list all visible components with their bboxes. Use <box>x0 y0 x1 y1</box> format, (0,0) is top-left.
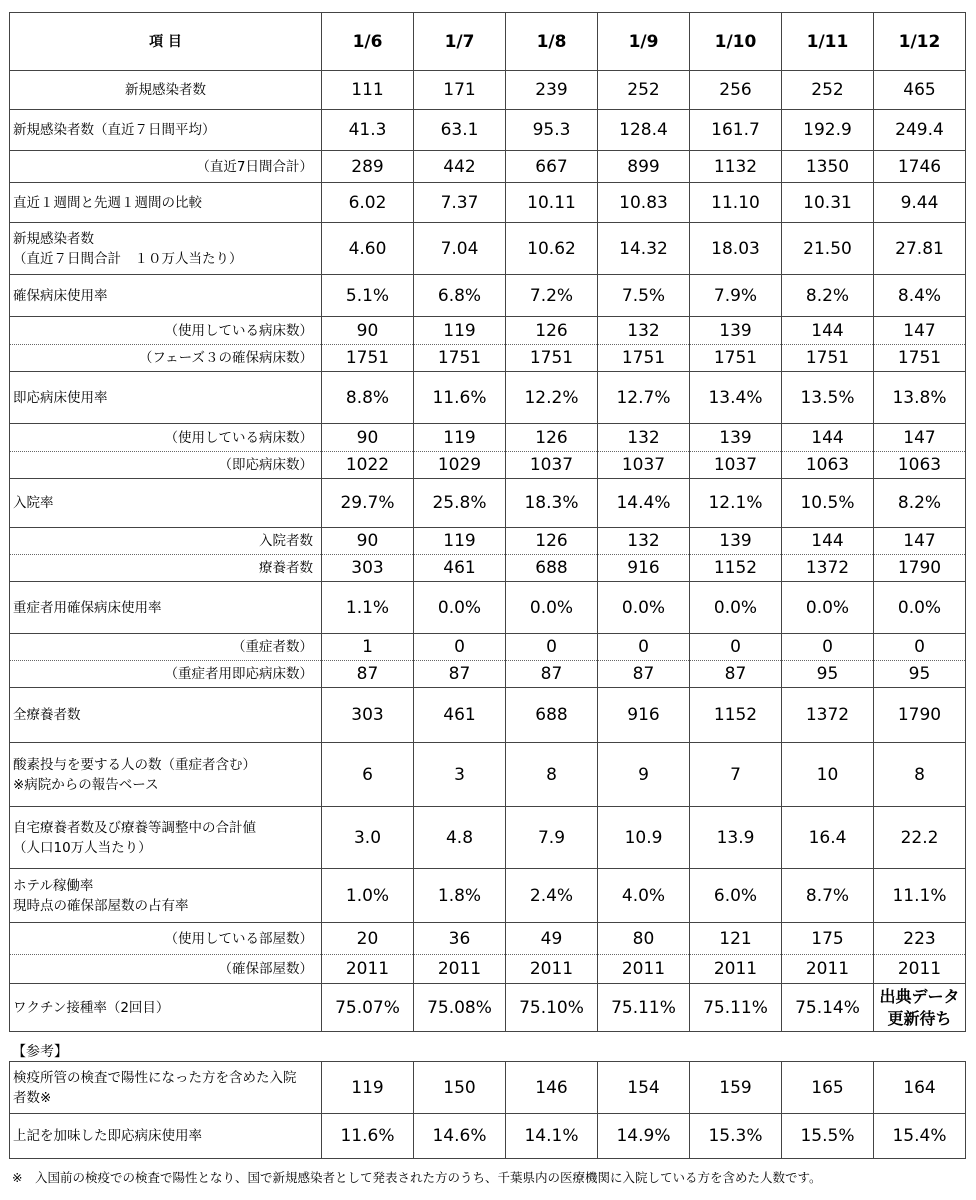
row-label <box>10 661 322 688</box>
cell-value: 4.60 <box>322 223 414 275</box>
cell-value: 154 <box>598 1062 690 1114</box>
cell-value: 1751 <box>322 345 414 372</box>
cell-value: 11.10 <box>690 183 782 223</box>
cell-value: 139 <box>690 317 782 345</box>
row-label-line: 入院率 <box>13 495 54 511</box>
cell-value: 14.6% <box>414 1114 506 1159</box>
row-label <box>10 743 322 807</box>
cell-value: 132 <box>598 528 690 555</box>
cell-value: 1037 <box>598 452 690 479</box>
table-row <box>10 634 966 661</box>
row-label-line: （確保部屋数） <box>218 961 313 977</box>
cell-value: 126 <box>506 528 598 555</box>
cell-value: 75.10% <box>506 984 598 1032</box>
row-label-line: 即応病床使用率 <box>13 389 108 406</box>
cell-value: 6.02 <box>322 183 414 223</box>
cell-value: 2.4% <box>506 869 598 923</box>
cell-value: 1.1% <box>322 582 414 634</box>
cell-value: 132 <box>598 424 690 452</box>
cell-value: 95 <box>874 661 966 688</box>
cell-value: 75.08% <box>414 984 506 1032</box>
cell-value: 12.1% <box>690 479 782 528</box>
cell-value: 1.0% <box>322 869 414 923</box>
cell-value: 10.11 <box>506 183 598 223</box>
cell-value: 13.8% <box>874 372 966 424</box>
cell-value: 1152 <box>690 688 782 743</box>
cell-value: 442 <box>414 151 506 183</box>
header-item: 項 目 <box>10 13 322 71</box>
cell-value: 22.2 <box>874 807 966 869</box>
row-label <box>10 345 322 372</box>
cell-value: 1063 <box>782 452 874 479</box>
row-label <box>10 183 322 223</box>
cell-value: 1751 <box>782 345 874 372</box>
cell-value: 9.44 <box>874 183 966 223</box>
cell-value: 1063 <box>874 452 966 479</box>
cell-value: 1372 <box>782 555 874 582</box>
cell-value: 303 <box>322 688 414 743</box>
table-row <box>10 275 966 317</box>
cell-value: 75.07% <box>322 984 414 1032</box>
row-label-line: 確保病床使用率 <box>13 287 108 304</box>
header-date: 1/9 <box>598 13 690 71</box>
cell-value: 1350 <box>782 151 874 183</box>
cell-value: 7.37 <box>414 183 506 223</box>
cell-value: 150 <box>414 1062 506 1114</box>
row-label <box>10 955 322 984</box>
row-label <box>10 317 322 345</box>
cell-value: 0 <box>874 634 966 661</box>
cell-value: 80 <box>598 923 690 955</box>
cell-value: 27.81 <box>874 223 966 275</box>
table-row <box>10 452 966 479</box>
cell-value: 147 <box>874 528 966 555</box>
row-label-line: （即応病床数） <box>218 457 313 473</box>
cell-value: 1037 <box>506 452 598 479</box>
cell-value: 13.5% <box>782 372 874 424</box>
cell-value: 87 <box>598 661 690 688</box>
table-row <box>10 424 966 452</box>
cell-value: 10.83 <box>598 183 690 223</box>
table-row <box>10 923 966 955</box>
cell-value-pending <box>874 984 966 1032</box>
row-label-line: （直近７日間合計 １０万人当たり） <box>13 250 243 267</box>
cell-value: 252 <box>782 71 874 110</box>
row-label-line: 検疫所管の検査で陽性になった方を含めた入院 <box>13 1069 297 1086</box>
cell-value: 126 <box>506 424 598 452</box>
row-label-line: 重症者用確保病床使用率 <box>13 599 162 616</box>
row-label-line: （人口10万人当たり） <box>13 839 152 856</box>
cell-value: 87 <box>506 661 598 688</box>
main-table <box>9 12 966 1032</box>
cell-value: 49 <box>506 923 598 955</box>
row-label <box>10 479 322 528</box>
cell-value: 144 <box>782 424 874 452</box>
cell-value: 6.0% <box>690 869 782 923</box>
cell-value: 11.1% <box>874 869 966 923</box>
cell-value: 2011 <box>782 955 874 984</box>
cell-value: 8.4% <box>874 275 966 317</box>
cell-value: 14.4% <box>598 479 690 528</box>
cell-value: 9 <box>598 743 690 807</box>
cell-value: 14.1% <box>506 1114 598 1159</box>
header-date: 1/10 <box>690 13 782 71</box>
cell-value: 87 <box>414 661 506 688</box>
cell-value: 14.32 <box>598 223 690 275</box>
cell-value: 119 <box>414 424 506 452</box>
cell-value: 465 <box>874 71 966 110</box>
row-label <box>10 634 322 661</box>
cell-value: 0 <box>690 634 782 661</box>
cell-value: 10.62 <box>506 223 598 275</box>
cell-value: 10.5% <box>782 479 874 528</box>
cell-value: 8 <box>874 743 966 807</box>
row-label-line: 新規感染者数 <box>13 230 94 247</box>
cell-value: 12.2% <box>506 372 598 424</box>
cell-value: 0.0% <box>690 582 782 634</box>
row-label-line: ホテル稼働率 <box>13 877 94 894</box>
cell-value: 1029 <box>414 452 506 479</box>
table-row <box>10 582 966 634</box>
cell-value: 1.8% <box>414 869 506 923</box>
cell-value: 18.3% <box>506 479 598 528</box>
cell-value: 90 <box>322 528 414 555</box>
table-row <box>10 223 966 275</box>
table-row <box>10 955 966 984</box>
row-label-line: 療養者数 <box>259 560 313 576</box>
row-label-line: 直近１週間と先週１週間の比較 <box>13 194 202 211</box>
cell-value: 8.2% <box>782 275 874 317</box>
row-label-line: 新規感染者数（直近７日間平均） <box>13 122 216 138</box>
cell-value: 95 <box>782 661 874 688</box>
cell-value: 6.8% <box>414 275 506 317</box>
cell-value: 1790 <box>874 688 966 743</box>
reference-row <box>10 1062 966 1114</box>
row-label <box>10 151 322 183</box>
row-label <box>10 582 322 634</box>
cell-value: 2011 <box>506 955 598 984</box>
cell-value: 8 <box>506 743 598 807</box>
cell-value: 239 <box>506 71 598 110</box>
cell-value: 3.0 <box>322 807 414 869</box>
cell-value: 249.4 <box>874 110 966 151</box>
cell-value: 1132 <box>690 151 782 183</box>
cell-value: 14.9% <box>598 1114 690 1159</box>
cell-value: 1372 <box>782 688 874 743</box>
table-row <box>10 345 966 372</box>
cell-value: 75.14% <box>782 984 874 1032</box>
cell-value: 461 <box>414 555 506 582</box>
cell-value: 10 <box>782 743 874 807</box>
cell-value: 8.2% <box>874 479 966 528</box>
cell-value: 223 <box>874 923 966 955</box>
cell-value: 132 <box>598 317 690 345</box>
cell-value: 16.4 <box>782 807 874 869</box>
cell-value: 0 <box>598 634 690 661</box>
cell-value: 95.3 <box>506 110 598 151</box>
cell-value: 164 <box>874 1062 966 1114</box>
row-label-line: 入院者数 <box>259 533 313 549</box>
cell-value: 36 <box>414 923 506 955</box>
row-label <box>10 223 322 275</box>
cell-value: 159 <box>690 1062 782 1114</box>
cell-value: 2011 <box>690 955 782 984</box>
cell-value: 192.9 <box>782 110 874 151</box>
reference-table <box>9 1061 966 1159</box>
cell-value: 144 <box>782 528 874 555</box>
header-date: 1/12 <box>874 13 966 71</box>
table-row <box>10 869 966 923</box>
footnote: ※ 入国前の検疫での検査で陽性となり、国で新規感染者として発表された方のうち、千葉県内の医療機関に入院している方を含めた人数です。 <box>12 1170 822 1185</box>
cell-value: 688 <box>506 688 598 743</box>
table-row <box>10 151 966 183</box>
row-label-line: （直近7日間合計） <box>196 158 313 175</box>
cell-value: 1746 <box>874 151 966 183</box>
cell-value: 0 <box>506 634 598 661</box>
cell-value: 1 <box>322 634 414 661</box>
cell-value: 128.4 <box>598 110 690 151</box>
row-label-line: （重症者用即応病床数） <box>164 666 313 682</box>
header-date: 1/11 <box>782 13 874 71</box>
cell-value: 13.9 <box>690 807 782 869</box>
cell-value: 688 <box>506 555 598 582</box>
cell-value: 1751 <box>414 345 506 372</box>
cell-value: 1751 <box>598 345 690 372</box>
cell-value: 63.1 <box>414 110 506 151</box>
row-label <box>10 923 322 955</box>
cell-value: 29.7% <box>322 479 414 528</box>
cell-value: 461 <box>414 688 506 743</box>
row-label <box>10 110 322 151</box>
cell-value: 119 <box>414 528 506 555</box>
header-date: 1/8 <box>506 13 598 71</box>
cell-value: 7.5% <box>598 275 690 317</box>
header-date: 1/6 <box>322 13 414 71</box>
pending-line: 更新待ち <box>887 1008 952 1028</box>
cell-value: 2011 <box>598 955 690 984</box>
row-label-line: （使用している病床数） <box>164 322 313 339</box>
row-label <box>10 71 322 110</box>
cell-value: 171 <box>414 71 506 110</box>
cell-value: 144 <box>782 317 874 345</box>
row-label-line: （使用している部屋数） <box>164 930 313 947</box>
row-label-line: （使用している病床数） <box>164 429 313 446</box>
cell-value: 0.0% <box>598 582 690 634</box>
row-label-line: 自宅療養者数及び療養等調整中の合計値 <box>13 819 256 836</box>
table-row <box>10 372 966 424</box>
row-label-line: 者数※ <box>13 1089 52 1106</box>
table-row <box>10 317 966 345</box>
cell-value: 13.4% <box>690 372 782 424</box>
cell-value: 303 <box>322 555 414 582</box>
cell-value: 87 <box>690 661 782 688</box>
row-label-line: 現時点の確保部屋数の占有率 <box>13 897 189 914</box>
table-row <box>10 688 966 743</box>
table-row <box>10 807 966 869</box>
cell-value: 2011 <box>874 955 966 984</box>
cell-value: 289 <box>322 151 414 183</box>
cell-value: 4.8 <box>414 807 506 869</box>
row-label-line: ワクチン接種率（2回目） <box>13 999 170 1016</box>
cell-value: 20 <box>322 923 414 955</box>
cell-value: 7.04 <box>414 223 506 275</box>
row-label <box>10 1114 322 1159</box>
cell-value: 75.11% <box>690 984 782 1032</box>
cell-value: 139 <box>690 424 782 452</box>
table-row <box>10 661 966 688</box>
cell-value: 139 <box>690 528 782 555</box>
cell-value: 1152 <box>690 555 782 582</box>
cell-value: 916 <box>598 555 690 582</box>
cell-value: 3 <box>414 743 506 807</box>
cell-value: 1751 <box>690 345 782 372</box>
table-row <box>10 183 966 223</box>
cell-value: 2011 <box>414 955 506 984</box>
cell-value: 15.5% <box>782 1114 874 1159</box>
cell-value: 916 <box>598 688 690 743</box>
pending-line: 出典データ <box>879 986 960 1006</box>
cell-value: 1751 <box>506 345 598 372</box>
row-label <box>10 1062 322 1114</box>
row-label <box>10 452 322 479</box>
cell-value: 1751 <box>874 345 966 372</box>
cell-value: 899 <box>598 151 690 183</box>
cell-value: 126 <box>506 317 598 345</box>
cell-value: 121 <box>690 923 782 955</box>
table-row <box>10 528 966 555</box>
header-row <box>10 13 966 71</box>
cell-value: 18.03 <box>690 223 782 275</box>
cell-value: 7.9% <box>690 275 782 317</box>
cell-value: 41.3 <box>322 110 414 151</box>
table-row <box>10 984 966 1032</box>
cell-value: 7.9 <box>506 807 598 869</box>
row-label-line: 酸素投与を要する人の数（重症者含む） <box>13 756 256 773</box>
cell-value: 146 <box>506 1062 598 1114</box>
cell-value: 12.7% <box>598 372 690 424</box>
table-row <box>10 555 966 582</box>
cell-value: 161.7 <box>690 110 782 151</box>
cell-value: 256 <box>690 71 782 110</box>
cell-value: 90 <box>322 424 414 452</box>
cell-value: 25.8% <box>414 479 506 528</box>
cell-value: 0.0% <box>874 582 966 634</box>
cell-value: 7 <box>690 743 782 807</box>
table-row <box>10 110 966 151</box>
table-row <box>10 743 966 807</box>
cell-value: 75.11% <box>598 984 690 1032</box>
cell-value: 87 <box>322 661 414 688</box>
row-label-line: （フェーズ３の確保病床数） <box>138 350 313 366</box>
cell-value: 6 <box>322 743 414 807</box>
cell-value: 10.31 <box>782 183 874 223</box>
reference-title: 【参考】 <box>12 1044 68 1060</box>
row-label <box>10 688 322 743</box>
cell-value: 119 <box>322 1062 414 1114</box>
cell-value: 119 <box>414 317 506 345</box>
row-label-line: 新規感染者数 <box>125 82 206 98</box>
header-date: 1/7 <box>414 13 506 71</box>
cell-value: 147 <box>874 317 966 345</box>
row-label-line: 全療養者数 <box>13 707 81 723</box>
row-label <box>10 372 322 424</box>
reference-row <box>10 1114 966 1159</box>
cell-value: 0.0% <box>782 582 874 634</box>
cell-value: 165 <box>782 1062 874 1114</box>
cell-value: 252 <box>598 71 690 110</box>
cell-value: 1037 <box>690 452 782 479</box>
table-row <box>10 479 966 528</box>
cell-value: 111 <box>322 71 414 110</box>
cell-value: 90 <box>322 317 414 345</box>
cell-value: 8.7% <box>782 869 874 923</box>
row-label <box>10 869 322 923</box>
cell-value: 10.9 <box>598 807 690 869</box>
row-label <box>10 984 322 1032</box>
row-label-line: （重症者数） <box>232 639 313 655</box>
cell-value: 8.8% <box>322 372 414 424</box>
row-label <box>10 275 322 317</box>
cell-value: 4.0% <box>598 869 690 923</box>
cell-value: 175 <box>782 923 874 955</box>
cell-value: 0.0% <box>414 582 506 634</box>
cell-value: 5.1% <box>322 275 414 317</box>
row-label-line: ※病院からの報告ベース <box>13 776 159 793</box>
row-label <box>10 424 322 452</box>
cell-value: 0 <box>782 634 874 661</box>
cell-value: 21.50 <box>782 223 874 275</box>
table-row <box>10 71 966 110</box>
cell-value: 667 <box>506 151 598 183</box>
row-label <box>10 555 322 582</box>
row-label-line: 上記を加味した即応病床使用率 <box>13 1128 202 1144</box>
cell-value: 15.4% <box>874 1114 966 1159</box>
cell-value: 15.3% <box>690 1114 782 1159</box>
cell-value: 11.6% <box>414 372 506 424</box>
cell-value: 1790 <box>874 555 966 582</box>
cell-value: 147 <box>874 424 966 452</box>
cell-value: 1022 <box>322 452 414 479</box>
row-label <box>10 807 322 869</box>
cell-value: 11.6% <box>322 1114 414 1159</box>
cell-value: 7.2% <box>506 275 598 317</box>
cell-value: 0.0% <box>506 582 598 634</box>
cell-value: 0 <box>414 634 506 661</box>
row-label <box>10 528 322 555</box>
cell-value: 2011 <box>322 955 414 984</box>
